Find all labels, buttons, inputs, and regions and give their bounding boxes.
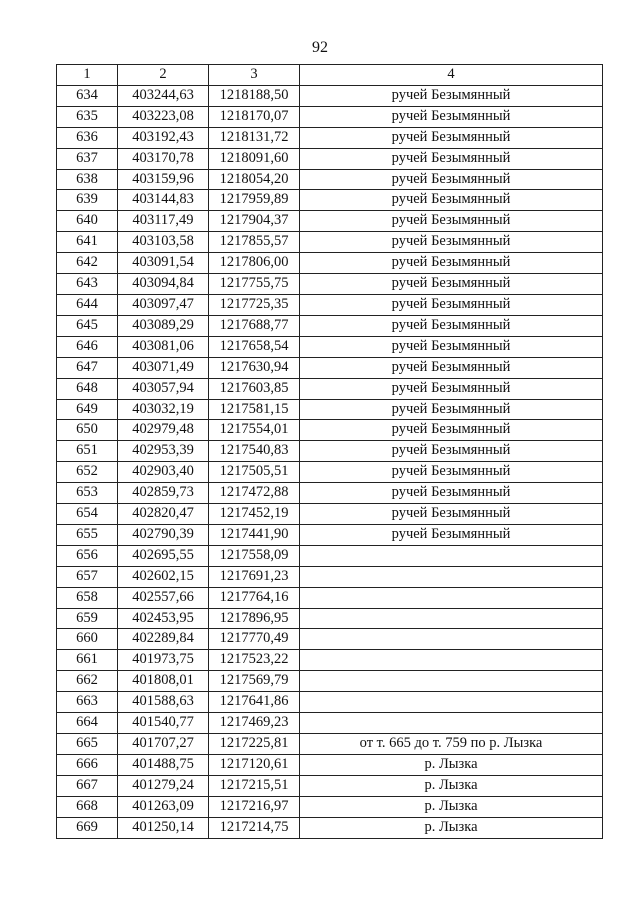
table-row [57, 817, 603, 838]
description-cell [300, 713, 603, 734]
y-coordinate-cell: 1217904,37 [209, 211, 300, 232]
description-cell: ручей Безымянный [300, 211, 603, 232]
table-row [57, 462, 603, 483]
point-number-cell: 659 [57, 608, 118, 629]
point-number-cell: 636 [57, 127, 118, 148]
table-row [57, 441, 603, 462]
x-coordinate-cell: 403057,94 [118, 378, 209, 399]
table-row [57, 378, 603, 399]
description-cell: ручей Безымянный [300, 420, 603, 441]
table-row [57, 211, 603, 232]
point-number-cell: 641 [57, 232, 118, 253]
table-row [57, 315, 603, 336]
x-coordinate-cell: 402979,48 [118, 420, 209, 441]
x-coordinate-cell: 403244,63 [118, 85, 209, 106]
description-cell: р. Лызка [300, 775, 603, 796]
x-coordinate-cell: 402859,73 [118, 483, 209, 504]
y-coordinate-cell: 1217630,94 [209, 357, 300, 378]
table-row [57, 734, 603, 755]
x-coordinate-cell: 403091,54 [118, 253, 209, 274]
x-coordinate-cell: 401808,01 [118, 671, 209, 692]
description-cell: ручей Безымянный [300, 274, 603, 295]
table-row [57, 566, 603, 587]
description-cell: ручей Безымянный [300, 106, 603, 127]
y-coordinate-cell: 1217770,49 [209, 629, 300, 650]
y-coordinate-cell: 1217603,85 [209, 378, 300, 399]
table-row [57, 671, 603, 692]
column-header-description: 4 [300, 65, 603, 86]
y-coordinate-cell: 1217215,51 [209, 775, 300, 796]
point-number-cell: 660 [57, 629, 118, 650]
description-cell [300, 650, 603, 671]
y-coordinate-cell: 1217806,00 [209, 253, 300, 274]
description-cell: от т. 665 до т. 759 по р. Лызка [300, 734, 603, 755]
point-number-cell: 652 [57, 462, 118, 483]
table-row [57, 106, 603, 127]
table-row [57, 253, 603, 274]
coordinates-table [56, 64, 603, 839]
point-number-cell: 664 [57, 713, 118, 734]
description-cell: ручей Безымянный [300, 190, 603, 211]
column-header-y: 3 [209, 65, 300, 86]
x-coordinate-cell: 403032,19 [118, 399, 209, 420]
point-number-cell: 646 [57, 336, 118, 357]
point-number-cell: 639 [57, 190, 118, 211]
description-cell: ручей Безымянный [300, 232, 603, 253]
description-cell: ручей Безымянный [300, 399, 603, 420]
point-number-cell: 667 [57, 775, 118, 796]
description-cell [300, 671, 603, 692]
description-cell: ручей Безымянный [300, 169, 603, 190]
table-row [57, 85, 603, 106]
table-row [57, 587, 603, 608]
table-row [57, 127, 603, 148]
x-coordinate-cell: 403170,78 [118, 148, 209, 169]
table-row [57, 232, 603, 253]
description-cell: ручей Безымянный [300, 504, 603, 525]
x-coordinate-cell: 402289,84 [118, 629, 209, 650]
x-coordinate-cell: 402903,40 [118, 462, 209, 483]
table-row [57, 274, 603, 295]
y-coordinate-cell: 1217523,22 [209, 650, 300, 671]
table-header-row [57, 65, 603, 86]
x-coordinate-cell: 402820,47 [118, 504, 209, 525]
y-coordinate-cell: 1217505,51 [209, 462, 300, 483]
x-coordinate-cell: 401250,14 [118, 817, 209, 838]
description-cell: р. Лызка [300, 796, 603, 817]
y-coordinate-cell: 1217214,75 [209, 817, 300, 838]
point-number-cell: 666 [57, 754, 118, 775]
y-coordinate-cell: 1218188,50 [209, 85, 300, 106]
table-row [57, 190, 603, 211]
y-coordinate-cell: 1218170,07 [209, 106, 300, 127]
point-number-cell: 665 [57, 734, 118, 755]
point-number-cell: 650 [57, 420, 118, 441]
point-number-cell: 647 [57, 357, 118, 378]
table-row [57, 294, 603, 315]
y-coordinate-cell: 1217558,09 [209, 545, 300, 566]
y-coordinate-cell: 1217216,97 [209, 796, 300, 817]
description-cell: ручей Безымянный [300, 462, 603, 483]
table-row [57, 796, 603, 817]
table-row [57, 483, 603, 504]
y-coordinate-cell: 1217581,15 [209, 399, 300, 420]
x-coordinate-cell: 403097,47 [118, 294, 209, 315]
x-coordinate-cell: 401488,75 [118, 754, 209, 775]
y-coordinate-cell: 1217658,54 [209, 336, 300, 357]
x-coordinate-cell: 403071,49 [118, 357, 209, 378]
table-row [57, 399, 603, 420]
y-coordinate-cell: 1217764,16 [209, 587, 300, 608]
point-number-cell: 645 [57, 315, 118, 336]
point-number-cell: 649 [57, 399, 118, 420]
description-cell: ручей Безымянный [300, 294, 603, 315]
x-coordinate-cell: 403103,58 [118, 232, 209, 253]
x-coordinate-cell: 403144,83 [118, 190, 209, 211]
point-number-cell: 654 [57, 504, 118, 525]
y-coordinate-cell: 1218054,20 [209, 169, 300, 190]
y-coordinate-cell: 1217540,83 [209, 441, 300, 462]
x-coordinate-cell: 402953,39 [118, 441, 209, 462]
y-coordinate-cell: 1217755,75 [209, 274, 300, 295]
y-coordinate-cell: 1217452,19 [209, 504, 300, 525]
point-number-cell: 668 [57, 796, 118, 817]
table-row [57, 692, 603, 713]
x-coordinate-cell: 401279,24 [118, 775, 209, 796]
point-number-cell: 658 [57, 587, 118, 608]
table-row [57, 169, 603, 190]
y-coordinate-cell: 1217441,90 [209, 524, 300, 545]
x-coordinate-cell: 403159,96 [118, 169, 209, 190]
x-coordinate-cell: 401973,75 [118, 650, 209, 671]
page-number: 92 [312, 39, 328, 56]
table-row [57, 629, 603, 650]
point-number-cell: 661 [57, 650, 118, 671]
table-row [57, 775, 603, 796]
x-coordinate-cell: 401707,27 [118, 734, 209, 755]
x-coordinate-cell: 403117,49 [118, 211, 209, 232]
y-coordinate-cell: 1217120,61 [209, 754, 300, 775]
x-coordinate-cell: 402453,95 [118, 608, 209, 629]
point-number-cell: 655 [57, 524, 118, 545]
x-coordinate-cell: 403089,29 [118, 315, 209, 336]
table-body [57, 85, 603, 838]
point-number-cell: 637 [57, 148, 118, 169]
y-coordinate-cell: 1217691,23 [209, 566, 300, 587]
x-coordinate-cell: 403223,08 [118, 106, 209, 127]
point-number-cell: 640 [57, 211, 118, 232]
table-row [57, 608, 603, 629]
y-coordinate-cell: 1218131,72 [209, 127, 300, 148]
point-number-cell: 638 [57, 169, 118, 190]
description-cell [300, 692, 603, 713]
description-cell: р. Лызка [300, 754, 603, 775]
description-cell: ручей Безымянный [300, 441, 603, 462]
description-cell [300, 629, 603, 650]
description-cell: ручей Безымянный [300, 85, 603, 106]
point-number-cell: 642 [57, 253, 118, 274]
y-coordinate-cell: 1217569,79 [209, 671, 300, 692]
point-number-cell: 634 [57, 85, 118, 106]
y-coordinate-cell: 1217469,23 [209, 713, 300, 734]
description-cell: ручей Безымянный [300, 357, 603, 378]
description-cell [300, 587, 603, 608]
y-coordinate-cell: 1217554,01 [209, 420, 300, 441]
table-row [57, 754, 603, 775]
description-cell: ручей Безымянный [300, 336, 603, 357]
table-row [57, 148, 603, 169]
table-row [57, 420, 603, 441]
y-coordinate-cell: 1217959,89 [209, 190, 300, 211]
description-cell: р. Лызка [300, 817, 603, 838]
y-coordinate-cell: 1217641,86 [209, 692, 300, 713]
description-cell: ручей Безымянный [300, 127, 603, 148]
y-coordinate-cell: 1217725,35 [209, 294, 300, 315]
point-number-cell: 653 [57, 483, 118, 504]
column-header-x: 2 [118, 65, 209, 86]
description-cell: ручей Безымянный [300, 315, 603, 336]
point-number-cell: 643 [57, 274, 118, 295]
x-coordinate-cell: 402790,39 [118, 524, 209, 545]
point-number-cell: 669 [57, 817, 118, 838]
x-coordinate-cell: 401540,77 [118, 713, 209, 734]
table-row [57, 713, 603, 734]
x-coordinate-cell: 403094,84 [118, 274, 209, 295]
point-number-cell: 635 [57, 106, 118, 127]
x-coordinate-cell: 401588,63 [118, 692, 209, 713]
description-cell [300, 608, 603, 629]
description-cell: ручей Безымянный [300, 524, 603, 545]
y-coordinate-cell: 1217855,57 [209, 232, 300, 253]
y-coordinate-cell: 1218091,60 [209, 148, 300, 169]
point-number-cell: 657 [57, 566, 118, 587]
column-header-point: 1 [57, 65, 118, 86]
x-coordinate-cell: 402557,66 [118, 587, 209, 608]
point-number-cell: 644 [57, 294, 118, 315]
x-coordinate-cell: 402695,55 [118, 545, 209, 566]
description-cell: ручей Безымянный [300, 253, 603, 274]
table-row [57, 504, 603, 525]
description-cell: ручей Безымянный [300, 483, 603, 504]
table-row [57, 357, 603, 378]
point-number-cell: 662 [57, 671, 118, 692]
point-number-cell: 648 [57, 378, 118, 399]
y-coordinate-cell: 1217688,77 [209, 315, 300, 336]
x-coordinate-cell: 401263,09 [118, 796, 209, 817]
y-coordinate-cell: 1217896,95 [209, 608, 300, 629]
point-number-cell: 663 [57, 692, 118, 713]
table-row [57, 336, 603, 357]
table-row [57, 545, 603, 566]
x-coordinate-cell: 403081,06 [118, 336, 209, 357]
y-coordinate-cell: 1217225,81 [209, 734, 300, 755]
point-number-cell: 656 [57, 545, 118, 566]
x-coordinate-cell: 402602,15 [118, 566, 209, 587]
description-cell: ручей Безымянный [300, 378, 603, 399]
y-coordinate-cell: 1217472,88 [209, 483, 300, 504]
description-cell [300, 566, 603, 587]
table-row [57, 650, 603, 671]
description-cell: ручей Безымянный [300, 148, 603, 169]
x-coordinate-cell: 403192,43 [118, 127, 209, 148]
description-cell [300, 545, 603, 566]
table-row [57, 524, 603, 545]
point-number-cell: 651 [57, 441, 118, 462]
